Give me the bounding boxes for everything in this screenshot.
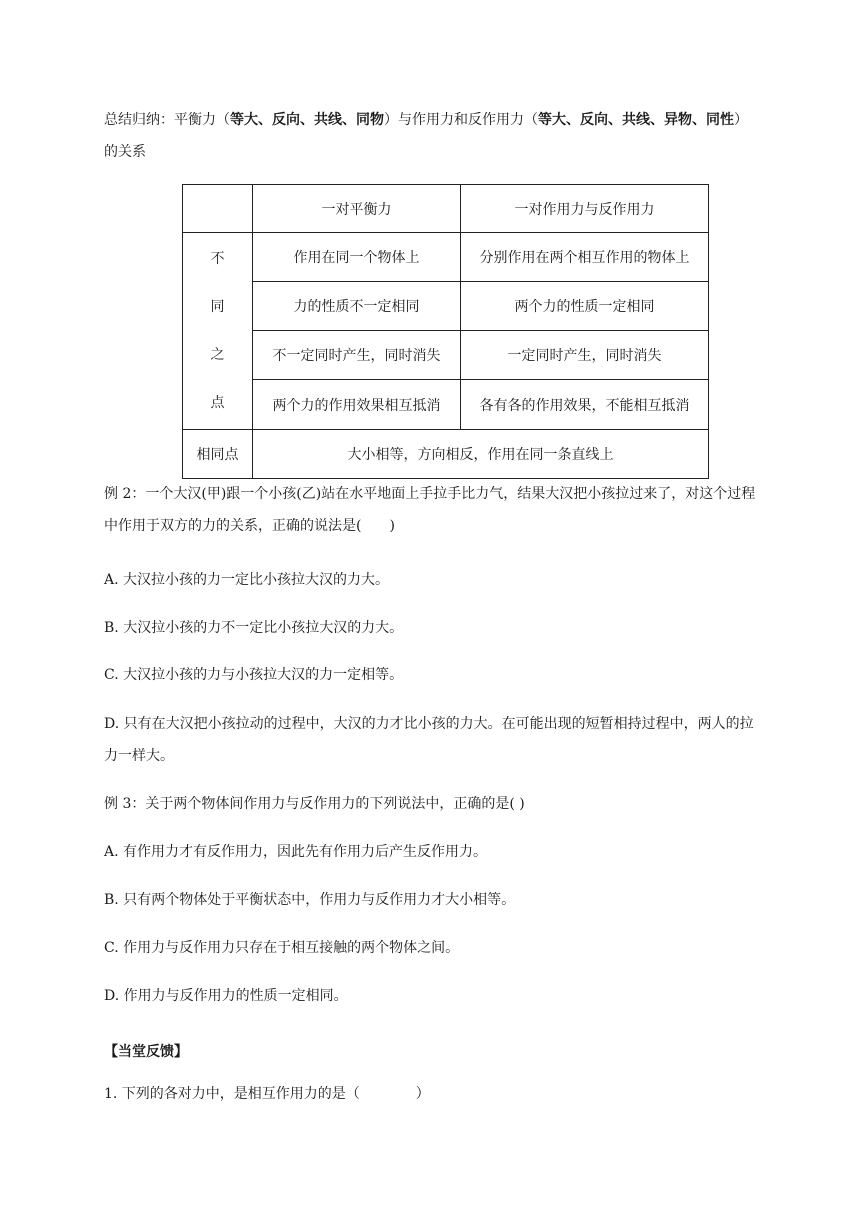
summary-middle: ）与作用力和反作用力（ bbox=[384, 112, 538, 128]
differences-label-char: 不 bbox=[210, 251, 225, 267]
example-2-option-b: B. 大汉拉小孩的力不一定比小孩拉大汉的力大。 bbox=[104, 620, 404, 636]
summary-suffix: ）的关系 bbox=[104, 112, 748, 160]
table-row bbox=[183, 233, 709, 282]
example-2-question: 例 2：一个大汉(甲)跟一个小孩(乙)站在水平地面上手拉手比力气，结果大汉把小孩拉过来了，对这个过程中作用于双方的力的关系，正确的说法是( ) bbox=[104, 486, 756, 534]
table-header-corner bbox=[183, 185, 253, 233]
table-header-row bbox=[183, 185, 709, 233]
similarity-text: 大小相等，方向相反，作用在同一条直线上 bbox=[253, 430, 709, 479]
example-3-option-d: D. 作用力与反作用力的性质一定相同。 bbox=[104, 988, 348, 1004]
example-3-option-b: B. 只有两个物体处于平衡状态中，作用力与反作用力才大小相等。 bbox=[104, 892, 516, 908]
table-row bbox=[183, 282, 709, 331]
table-header-action-reaction: 一对作用力与反作用力 bbox=[461, 185, 709, 233]
summary-balanced-traits: 等大、反向、共线、同物 bbox=[230, 112, 384, 128]
table-cell: 作用在同一个物体上 bbox=[253, 233, 461, 282]
differences-label-char: 之 bbox=[210, 347, 225, 363]
table-cell: 两个力的性质一定相同 bbox=[461, 282, 709, 331]
comparison-table bbox=[182, 184, 709, 479]
example-3-option-c: C. 作用力与反作用力只存在于相互接触的两个物体之间。 bbox=[104, 940, 460, 956]
example-2-option-c: C. 大汉拉小孩的力与小孩拉大汉的力一定相等。 bbox=[104, 667, 404, 683]
feedback-question-1: 1. 下列的各对力中，是相互作用力的是（ ） bbox=[104, 1086, 430, 1102]
table-cell: 分别作用在两个相互作用的物体上 bbox=[461, 233, 709, 282]
summary-paragraph bbox=[104, 104, 758, 168]
table-row-similarity bbox=[183, 430, 709, 479]
table-cell: 不一定同时产生，同时消失 bbox=[253, 331, 461, 380]
table-cell: 力的性质不一定相同 bbox=[253, 282, 461, 331]
differences-label bbox=[183, 233, 253, 430]
example-3-question: 例 3：关于两个物体间作用力与反作用力的下列说法中，正确的是( ) bbox=[104, 796, 525, 812]
summary-prefix: 总结归纳：平衡力（ bbox=[104, 112, 230, 128]
similarity-label: 相同点 bbox=[183, 430, 253, 479]
differences-label-char: 同 bbox=[210, 299, 225, 315]
feedback-heading: 【当堂反馈】 bbox=[104, 1044, 188, 1060]
table-cell: 各有各的作用效果，不能相互抵消 bbox=[461, 380, 709, 430]
example-2-option-d: D. 只有在大汉把小孩拉动的过程中，大汉的力才比小孩的力大。在可能出现的短暂相持过程中，两人的拉力一样大。 bbox=[104, 716, 754, 764]
summary-action-traits: 等大、反向、共线、异物、 bbox=[538, 112, 706, 128]
table-header-balanced: 一对平衡力 bbox=[253, 185, 461, 233]
example-3-option-a: A. 有作用力才有反作用力，因此先有作用力后产生反作用力。 bbox=[104, 844, 488, 860]
table-row bbox=[183, 380, 709, 430]
table-row bbox=[183, 331, 709, 380]
differences-label-char: 点 bbox=[210, 395, 225, 411]
table-cell: 两个力的作用效果相互抵消 bbox=[253, 380, 461, 430]
example-2-option-a: A. 大汉拉小孩的力一定比小孩拉大汉的力大。 bbox=[104, 572, 390, 588]
summary-action-traits-2: 同性 bbox=[706, 112, 734, 128]
table-cell: 一定同时产生，同时消失 bbox=[461, 331, 709, 380]
